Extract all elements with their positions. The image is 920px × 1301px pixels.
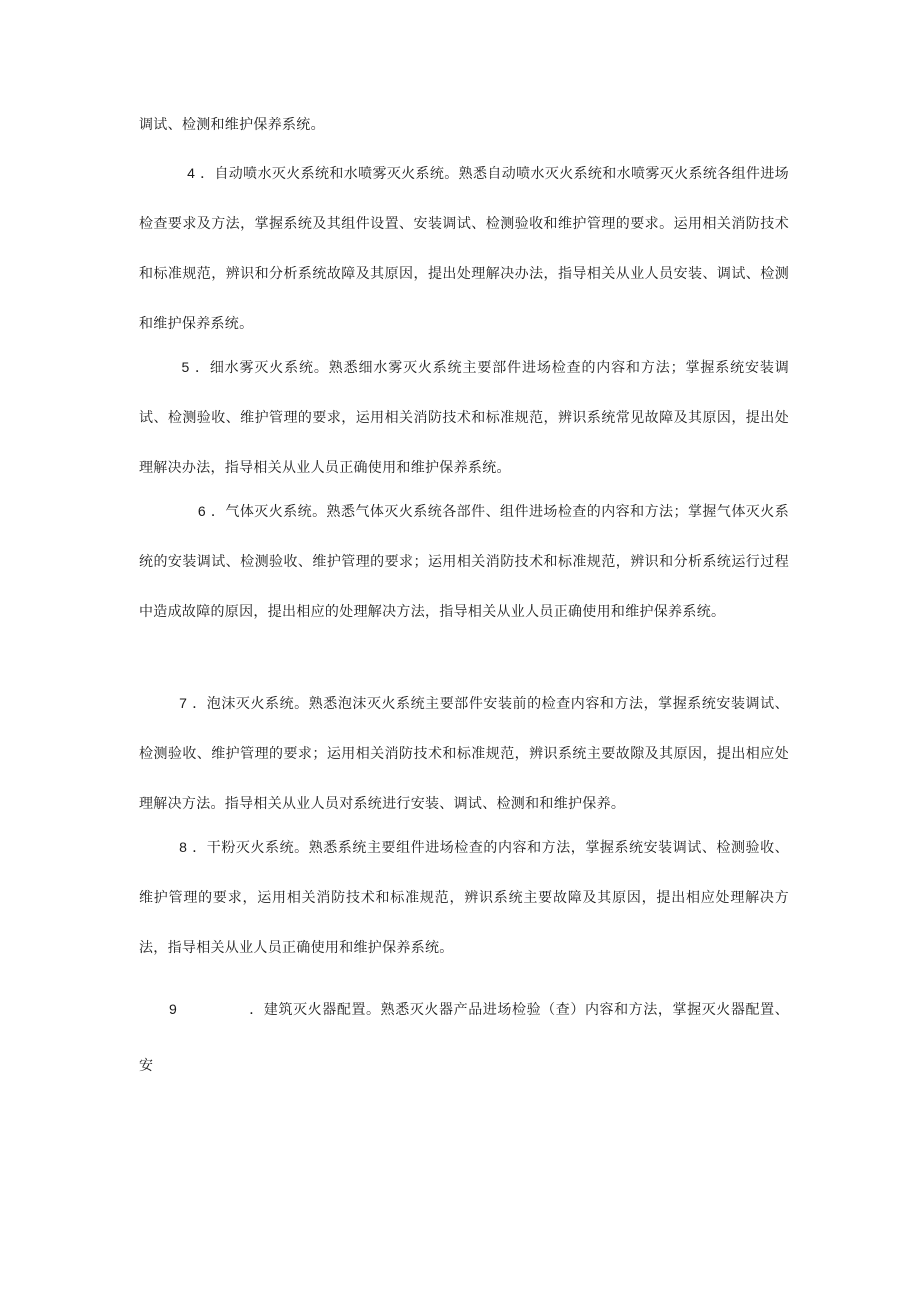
- paragraph-text: ．泡沫灭火系统。熟悉泡沫灭火系统主要部件安装前的检查内容和方法，掌握系统安装调试、检测验收、维护管理的要求；运用相关消防技术和标准规范，辨识系统主要故隙及其原因，提出相应处理解决方法。指导相关从业人员对系统进行安装、调试、检测和和维护保养。: [139, 696, 789, 812]
- item-number: 6: [197, 503, 206, 519]
- paragraph-text: 调试、检测和维护保养系统。: [139, 117, 325, 133]
- paragraph-text: ．气体灭火系统。熟悉气体灭火系统各部件、组件进场检查的内容和方法；掌握气体灭火系统的安装调试、检测验收、维护管理的要求；运用相关消防技术和标准规范，辨识和分析系统运行过程中造成故障的原因，提出相应的处理解决方法，指导相关从业人员正确使用和维护保养系统。: [139, 504, 789, 620]
- paragraph-item-8: [139, 822, 789, 973]
- paragraph-item-5: [139, 342, 789, 493]
- paragraph-text: ．建筑灭火器配置。熟悉灭火器产品进场检验（查）内容和方法，掌握灭火器配置、安: [139, 1002, 789, 1074]
- item-number: 5: [181, 359, 190, 375]
- paragraph-item-4: [139, 148, 789, 349]
- paragraph-continuation: [139, 100, 789, 150]
- paragraph-text: ．细水雾灭火系统。熟悉细水雾灭火系统主要部件进场检查的内容和方法；掌握系统安装调试、检测验收、维护管理的要求，运用相关消防技术和标准规范，辨识系统常见故障及其原因，提出处理解决办法，指导相关从业人员正确使用和维护保养系统。: [139, 360, 789, 476]
- item-number: 4: [187, 165, 196, 181]
- item-number: 7: [179, 695, 188, 711]
- paragraph-item-6: [139, 486, 789, 637]
- paragraph-text: ．干粉灭火系统。熟悉系统主要组件进场检查的内容和方法，掌握系统安装调试、检测验收、维护管理的要求，运用相关消防技术和标准规范，辨识系统主要故障及其原因，提出相应处理解决方法，指导相关从业人员正确使用和维护保养系统。: [139, 840, 789, 956]
- item-number: 9: [169, 1001, 178, 1017]
- item-number: 8: [179, 839, 188, 855]
- paragraph-text: ．自动喷水灭火系统和水喷雾灭火系统。熟悉自动喷水灭火系统和水喷雾灭火系统各组件进场检查要求及方法，掌握系统及其组件设置、安装调试、检测验收和维护管理的要求。运用相关消防技术和标准规范，辨识和分析系统故障及其原因，提出处理解决办法，指导相关从业人员安装、调试、检测和维护保养系统。: [139, 166, 789, 332]
- paragraph-item-7: [139, 678, 789, 829]
- paragraph-item-9: [139, 981, 789, 1094]
